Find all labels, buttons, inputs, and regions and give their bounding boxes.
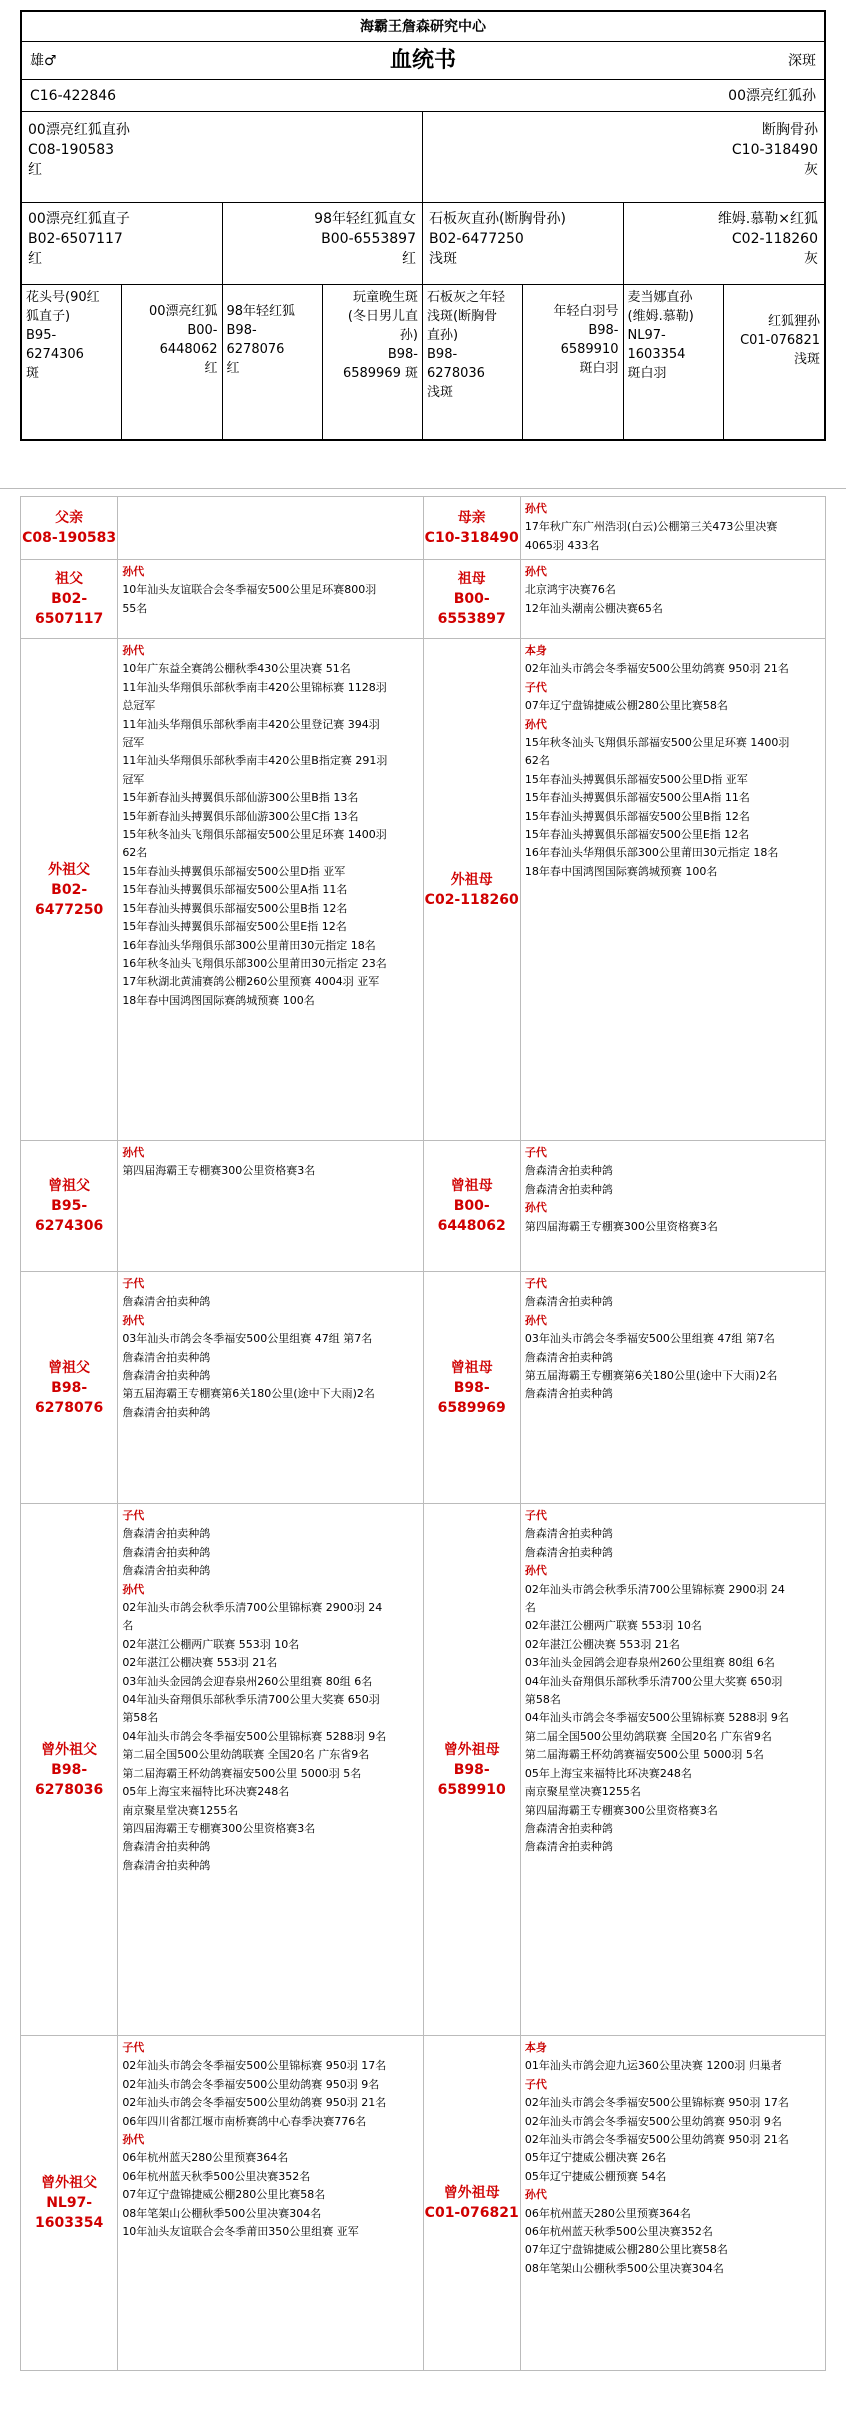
ancestor-line: B98-	[226, 323, 257, 338]
generation-heading: 子代	[122, 1509, 145, 1522]
achievement-line: 17年秋广东广州浩羽(白云)公棚第三关473公里决赛	[524, 520, 778, 534]
generation-heading: 子代	[524, 1509, 547, 1522]
achievements-cell	[520, 1504, 825, 2036]
achievement-line: 05年辽宁捷威公棚决赛 26名	[524, 2151, 667, 2165]
subject-row	[22, 80, 824, 112]
ancestor-ring: C08-190583	[22, 530, 117, 546]
ancestor-line: 6589910	[560, 342, 619, 357]
record-row	[21, 639, 826, 1141]
generation-heading: 子代	[524, 680, 547, 694]
org-row	[22, 12, 824, 42]
achievement-line: 12年汕头潮南公棚决赛65名	[524, 601, 663, 615]
color-label: 深斑	[787, 52, 816, 69]
generation-heading: 子代	[122, 1277, 145, 1290]
gen3-ancestor-4	[323, 285, 423, 439]
achievement-line: 02年汕头市鸽会冬季福安500公里幼鸽赛 950羽 21名	[122, 2096, 387, 2110]
ancestor-line: 浅斑(断胸骨	[427, 309, 498, 324]
ancestor-ring: B98-6278076	[35, 1379, 104, 1416]
gen2-row	[22, 203, 824, 285]
achievement-line: 55名	[122, 601, 148, 615]
ancestor-line: 玩童晚生斑	[352, 290, 418, 305]
ancestor-line: 斑白羽	[627, 366, 667, 381]
gen1-row	[22, 112, 824, 203]
generation-heading: 子代	[524, 2077, 547, 2091]
ancestor-role: 祖父	[55, 571, 84, 587]
ancestor-role: 曾外祖父	[41, 2175, 98, 2191]
achievement-line: 15年春汕头搏翼俱乐部福安500公里A指 11名	[122, 883, 348, 897]
achievement-line: 02年汕头市鸽会冬季福安500公里锦标赛 950羽 17名	[524, 2096, 789, 2110]
ancestor-role: 母亲	[457, 510, 486, 526]
achievement-line: 05年辽宁捷威公棚预赛 54名	[524, 2169, 667, 2183]
ancestor-color: 红	[28, 251, 42, 267]
ancestor-line: 狐直子)	[26, 309, 71, 324]
achievement-line: 詹森清舍拍卖种鸽	[122, 1858, 211, 1872]
achievement-line: 04年汕头市鸽会冬季福安500公里锦标赛 5288羽 9名	[122, 1729, 387, 1743]
achievement-line: 16年秋冬汕头飞翔俱乐部300公里莆田30元指定 23名	[122, 956, 387, 970]
gen3-row	[22, 285, 824, 439]
achievement-line: 05年上海宝来福特比环决赛248名	[122, 1785, 290, 1799]
achievements-cell	[118, 560, 423, 639]
ancestor-ring: C10-318490	[424, 530, 519, 546]
achievement-line: 第五届海霸王专棚赛第6关180公里(途中下大雨)2名	[122, 1387, 375, 1401]
achievement-line: 15年春汕头搏翼俱乐部福安500公里D指 亚军	[122, 864, 346, 878]
ancestor-line: B00-	[187, 323, 218, 338]
records-table	[20, 496, 826, 2371]
achievement-line: 18年春中国鸿图国际赛鸽城预赛 100名	[524, 864, 718, 878]
achievement-line: 01年汕头市鸽会迎九运360公里决赛 1200羽 归巢者	[524, 2059, 782, 2073]
achievement-line: 第二届海霸王杯幼鸽赛福安500公里 5000羽 5名	[524, 1748, 764, 1762]
ancestor-line: 孙)	[399, 328, 418, 343]
achievement-line: 4065羽 433名	[524, 538, 600, 552]
achievement-line: 06年杭州蓝天280公里预赛364名	[524, 2206, 691, 2220]
achievement-line: 詹森清舍拍卖种鸽	[122, 1295, 211, 1309]
achievement-line: 03年汕头市鸽会冬季福安500公里组赛 47组 第7名	[122, 1332, 373, 1346]
achievements-cell	[520, 497, 825, 560]
ancestor-line: NL97-	[627, 328, 666, 343]
ancestor-label	[21, 560, 118, 639]
ancestor-role: 曾祖母	[450, 1178, 493, 1194]
achievement-line: 15年新春汕头搏翼俱乐部仙游300公里C指 13名	[122, 809, 359, 823]
achievement-line: 詹森清舍拍卖种鸽	[122, 1405, 211, 1419]
record-row	[21, 1141, 826, 1272]
achievement-line: 03年汕头市鸽会冬季福安500公里组赛 47组 第7名	[524, 1332, 775, 1346]
ancestor-ring: B00-6553897	[321, 231, 416, 247]
ancestor-role: 曾外祖父	[41, 1741, 98, 1758]
ancestor-label	[21, 1272, 118, 1504]
dam-ring: C10-318490	[731, 142, 818, 158]
sire-ring: C08-190583	[28, 142, 115, 158]
generation-heading: 孙代	[122, 2133, 145, 2147]
achievement-line: 15年春汕头搏翼俱乐部福安500公里E指 12名	[524, 828, 750, 842]
achievement-line: 第五届海霸王专棚赛第6关180公里(途中下大雨)2名	[524, 1369, 778, 1383]
record-row	[21, 2036, 826, 2371]
achievement-line: 15年春汕头搏翼俱乐部福安500公里A指 11名	[524, 791, 750, 805]
achievement-line: 03年汕头金园鸽会迎春泉州260公里组赛 80组 6名	[122, 1674, 373, 1688]
ancestor-line: 斑白羽	[579, 361, 619, 376]
achievement-line: 15年春汕头搏翼俱乐部福安500公里B指 12名	[122, 901, 348, 915]
achievement-line: 詹森清舍拍卖种鸽	[122, 1840, 211, 1854]
ancestor-ring: B98-6589910	[437, 1761, 506, 1798]
achievement-line: 07年辽宁盘锦捷威公棚280公里比赛58名	[524, 2243, 728, 2257]
ancestor-role: 曾外祖母	[443, 2185, 500, 2201]
ancestor-label	[423, 639, 520, 1141]
achievement-line: 08年笔架山公棚秋季500公里决赛304名	[524, 2261, 724, 2275]
ancestor-ring: B98-6278036	[35, 1761, 104, 1798]
achievement-line: 10年广东益全赛鸽公棚秋季430公里决赛 51名	[122, 662, 351, 676]
achievement-line: 15年秋冬汕头飞翔俱乐部福安500公里足环赛 1400羽	[524, 736, 790, 750]
achievement-line: 冠军	[122, 736, 145, 750]
ancestor-color: 红	[402, 251, 416, 267]
achievement-line: 詹森清舍拍卖种鸽	[524, 1527, 613, 1541]
record-row	[21, 1504, 826, 2036]
dam-color: 灰	[804, 162, 818, 178]
achievement-line: 南京聚星堂决赛1255名	[524, 1785, 641, 1799]
achievement-line: 詹森清舍拍卖种鸽	[122, 1527, 211, 1541]
achievement-line: 02年汕头市鸽会冬季福安500公里幼鸽赛 950羽 21名	[524, 662, 789, 676]
ancestor-ring: B95-6274306	[35, 1198, 104, 1234]
generation-heading: 子代	[122, 2041, 145, 2054]
achievement-line: 詹森清舍拍卖种鸽	[524, 1821, 613, 1835]
achievement-line: 詹森清舍拍卖种鸽	[122, 1545, 211, 1559]
ancestor-line: 直孙)	[427, 328, 459, 343]
generation-heading: 孙代	[524, 502, 547, 515]
ancestor-line: 红狐狸孙	[767, 314, 820, 329]
achievements-cell	[118, 1504, 423, 2036]
ancestor-role: 曾祖母	[450, 1359, 493, 1376]
achievement-line: 第二届海霸王杯幼鸽赛福安500公里 5000羽 5名	[122, 1766, 362, 1780]
ancestor-line: 00漂亮红狐	[148, 304, 218, 319]
achievement-line: 11年汕头华翔俱乐部秋季南丰420公里锦标赛 1128羽	[122, 680, 387, 694]
ancestor-line: 年轻白羽号	[553, 304, 619, 319]
achievement-line: 詹森清舍拍卖种鸽	[524, 1164, 613, 1178]
sire-color: 红	[28, 162, 42, 178]
ancestor-line: C01-076821	[740, 333, 820, 348]
achievement-line: 詹森清舍拍卖种鸽	[524, 1840, 613, 1854]
achievement-line: 15年春汕头搏翼俱乐部福安500公里B指 12名	[524, 809, 750, 823]
achievements-cell	[118, 497, 423, 560]
dam-name: 断胸骨孙	[762, 122, 818, 138]
gen2-maternal-grandsire	[423, 203, 624, 284]
achievement-line: 07年辽宁盘锦捷威公棚280公里比赛58名	[524, 699, 728, 713]
generation-heading: 孙代	[122, 1146, 145, 1159]
ancestor-line: B98-	[588, 323, 619, 338]
achievement-line: 15年新春汕头搏翼俱乐部仙游300公里B指 13名	[122, 791, 359, 805]
gen3-ancestor-2	[122, 285, 222, 439]
ancestor-role: 外祖母	[450, 871, 493, 888]
achievement-line: 第四届海霸王专棚赛300公里资格赛3名	[122, 1821, 316, 1835]
gen3-ancestor-6	[523, 285, 623, 439]
ancestor-color: 灰	[804, 251, 818, 267]
ancestor-line: 1603354	[627, 347, 686, 362]
gen1-dam	[423, 112, 824, 202]
ancestor-name: 维姆.慕勒×红狐	[717, 211, 818, 227]
ancestor-color: 浅斑	[429, 251, 457, 267]
achievement-line: 詹森清舍拍卖种鸽	[524, 1350, 613, 1364]
achievement-line: 詹森清舍拍卖种鸽	[122, 1350, 211, 1364]
generation-heading: 孙代	[122, 565, 145, 578]
achievement-line: 02年湛江公棚两广联赛 553羽 10名	[524, 1619, 702, 1633]
achievement-line: 15年春汕头搏翼俱乐部福安500公里E指 12名	[122, 920, 347, 934]
achievement-line: 18年春中国鸿图国际赛鸽城预赛 100名	[122, 993, 315, 1007]
achievement-line: 02年汕头市鸽会冬季福安500公里幼鸽赛 950羽 9名	[122, 2077, 380, 2091]
ancestor-line: 红	[204, 361, 218, 376]
achievement-line: 第四届海霸王专棚赛300公里资格赛3名	[122, 1164, 316, 1178]
subject-name: 00漂亮红狐孙	[728, 87, 816, 104]
achievement-line: 冠军	[122, 772, 145, 786]
achievement-line: 04年汕头奋翔俱乐部秋季乐清700公里大奖赛 650羽	[524, 1674, 783, 1688]
achievement-line: 02年湛江公棚两广联赛 553羽 10名	[122, 1637, 300, 1651]
ancestor-name: 石板灰直孙(断胸骨孙)	[429, 211, 566, 227]
achievement-line: 总冠军	[122, 699, 156, 713]
ancestor-ring: B02-6507117	[28, 231, 123, 247]
ancestor-ring: C02-118260	[424, 891, 519, 908]
generation-heading: 孙代	[122, 644, 145, 657]
generation-heading: 孙代	[122, 1313, 145, 1327]
ancestor-line: 浅斑	[793, 352, 820, 367]
achievement-line: 06年四川省都江堰市南桥赛鸽中心春季决赛776名	[122, 2114, 367, 2128]
generation-heading: 子代	[524, 1146, 547, 1159]
generation-heading: 本身	[524, 2041, 547, 2054]
generation-heading: 子代	[524, 1277, 547, 1290]
generation-heading: 孙代	[524, 2188, 547, 2202]
ancestor-label	[423, 2036, 520, 2371]
achievements-cell	[118, 1141, 423, 1272]
achievement-line: 詹森清舍拍卖种鸽	[524, 1182, 613, 1196]
ancestor-line: 6278076	[226, 342, 285, 357]
pedigree-chart	[20, 10, 826, 441]
ancestor-ring: B02-6507117	[35, 591, 104, 627]
ancestor-label	[423, 1272, 520, 1504]
ancestor-line: 石板灰之年轻	[427, 290, 506, 305]
ancestor-line: 6589969 斑	[342, 366, 418, 381]
generation-heading: 孙代	[524, 565, 547, 578]
achievements-cell	[118, 1272, 423, 1504]
ancestor-role: 曾祖父	[48, 1359, 91, 1376]
title-row	[22, 42, 824, 80]
gen3-ancestor-3	[223, 285, 323, 439]
ancestor-role: 曾祖父	[48, 1178, 91, 1194]
achievement-line: 04年汕头市鸽会冬季福安500公里锦标赛 5288羽 9名	[524, 1711, 789, 1725]
ancestor-label	[21, 639, 118, 1141]
generation-heading: 本身	[524, 644, 547, 657]
achievement-line: 11年汕头华翔俱乐部秋季南丰420公里B指定赛 291羽	[122, 754, 388, 768]
gen3-ancestor-1	[22, 285, 122, 439]
achievement-line: 62名	[524, 754, 550, 768]
ancestor-line: B95-	[26, 328, 57, 343]
achievement-line: 名	[524, 1601, 536, 1615]
generation-heading: 孙代	[524, 1313, 547, 1327]
ancestor-role: 祖母	[457, 571, 486, 587]
achievements-cell	[520, 1141, 825, 1272]
achievement-line: 02年湛江公棚决赛 553羽 21名	[524, 1637, 680, 1651]
ancestor-label	[21, 497, 118, 560]
achievement-line: 08年笔架山公棚秋季500公里决赛304名	[122, 2206, 322, 2220]
record-row	[21, 1272, 826, 1504]
achievement-line: 詹森清舍拍卖种鸽	[122, 1564, 211, 1578]
achievements-cell	[118, 639, 423, 1141]
achievements-cell	[520, 1272, 825, 1504]
ancestor-role: 父亲	[55, 510, 84, 526]
ancestor-ring: B00-6448062	[437, 1198, 506, 1234]
ancestor-line: 6274306	[26, 347, 84, 362]
achievement-line: 第58名	[122, 1711, 159, 1725]
achievement-line: 詹森清舍拍卖种鸽	[122, 1369, 211, 1383]
ancestor-label	[423, 1141, 520, 1272]
gen2-paternal-grandsire	[22, 203, 223, 284]
achievement-line: 04年汕头奋翔俱乐部秋季乐清700公里大奖赛 650羽	[122, 1693, 380, 1707]
ancestor-ring: C02-118260	[731, 231, 818, 247]
generation-heading: 孙代	[122, 1582, 145, 1596]
generation-heading: 孙代	[524, 1201, 547, 1215]
ancestor-line: 浅斑	[427, 385, 454, 400]
achievement-line: 17年秋湖北黄浦赛鸽公棚260公里预赛 4004羽 亚军	[122, 975, 380, 989]
generation-heading: 孙代	[524, 1564, 547, 1578]
ancestor-line: 红	[226, 361, 240, 376]
ancestor-role: 曾外祖母	[443, 1741, 500, 1758]
achievements-cell	[520, 560, 825, 639]
gen1-sire	[22, 112, 423, 202]
ancestor-line: (冬日男儿直	[347, 309, 418, 324]
achievements-cell	[520, 639, 825, 1141]
achievement-line: 第四届海霸王专棚赛300公里资格赛3名	[524, 1219, 718, 1233]
ancestor-line: B98-	[387, 347, 418, 362]
achievement-line: 02年汕头市鸽会冬季福安500公里锦标赛 950羽 17名	[122, 2059, 387, 2073]
ancestor-line: (维姆.慕勒)	[627, 309, 694, 324]
achievement-line: 詹森清舍拍卖种鸽	[524, 1545, 613, 1559]
ancestor-role: 外祖父	[48, 861, 91, 878]
achievement-line: 名	[122, 1619, 134, 1633]
ancestor-label	[21, 2036, 118, 2371]
achievement-line: 詹森清舍拍卖种鸽	[524, 1387, 613, 1401]
achievement-line: 02年汕头市鸽会冬季福安500公里幼鸽赛 950羽 9名	[524, 2114, 782, 2128]
document-title: 血统书	[389, 47, 456, 73]
achievement-line: 第二届全国500公里幼鸽联赛 全国20名 广东省9名	[122, 1748, 370, 1762]
subject-ring: C16-422846	[30, 87, 117, 104]
gen3-ancestor-8	[724, 285, 824, 439]
achievement-line: 15年秋冬汕头飞翔俱乐部福安500公里足环赛 1400羽	[122, 828, 387, 842]
ancestor-ring: C01-076821	[424, 2205, 519, 2221]
achievement-line: 16年春汕头华翔俱乐部300公里莆田30元指定 18名	[524, 846, 779, 860]
subject-cell	[22, 80, 824, 111]
gen2-maternal-granddam	[624, 203, 825, 284]
ancestor-ring: B02-6477250	[429, 231, 524, 247]
generation-heading: 孙代	[524, 717, 547, 731]
achievements-cell	[118, 2036, 423, 2371]
ancestor-line: B98-	[427, 347, 458, 362]
record-row	[21, 560, 826, 639]
achievement-line: 02年汕头市鸽会秋季乐清700公里锦标赛 2900羽 24	[524, 1582, 785, 1596]
sex-label: 雄♂	[30, 52, 57, 69]
achievement-line: 11年汕头华翔俱乐部秋季南丰420公里登记赛 394羽	[122, 717, 380, 731]
ancestor-name: 98年轻红狐直女	[314, 211, 416, 227]
title-cell	[22, 42, 824, 79]
ancestor-ring: B00-6553897	[437, 591, 506, 627]
sire-name: 00漂亮红狐直孙	[28, 122, 130, 138]
achievement-line: 03年汕头金园鸽会迎春泉州260公里组赛 80组 6名	[524, 1656, 775, 1670]
achievement-line: 16年春汕头华翔俱乐部300公里莆田30元指定 18名	[122, 938, 376, 952]
ancestor-line: 麦当娜直孙	[627, 290, 693, 305]
org-name: 海霸王詹森研究中心	[360, 19, 486, 35]
ancestor-name: 00漂亮红狐直子	[28, 211, 130, 227]
ancestor-label	[423, 1504, 520, 2036]
achievement-line: 詹森清舍拍卖种鸽	[524, 1295, 613, 1309]
achievement-line: 06年杭州蓝天秋季500公里决赛352名	[524, 2225, 713, 2239]
achievement-line: 02年汕头市鸽会冬季福安500公里幼鸽赛 950羽 21名	[524, 2133, 789, 2147]
ancestor-label	[423, 497, 520, 560]
achievement-line: 02年汕头市鸽会秋季乐清700公里锦标赛 2900羽 24	[122, 1601, 383, 1615]
ancestor-label	[423, 560, 520, 639]
achievement-line: 15年春汕头搏翼俱乐部福安500公里D指 亚军	[524, 772, 748, 786]
achievement-line: 10年汕头友谊联合会冬季莆田350公里组赛 亚军	[122, 2225, 359, 2239]
ancestor-line: 花头号(90红	[26, 290, 100, 305]
achievement-line: 10年汕头友谊联合会冬季福安500公里足环赛800羽	[122, 583, 377, 597]
achievement-line: 02年湛江公棚决赛 553羽 21名	[122, 1656, 278, 1670]
ancestor-ring: B98-6589969	[437, 1379, 506, 1416]
achievements-cell	[520, 2036, 825, 2371]
section-divider	[0, 488, 846, 489]
achievement-line: 62名	[122, 846, 148, 860]
achievement-line: 06年杭州蓝天280公里预赛364名	[122, 2151, 289, 2165]
ancestor-ring: NL97-1603354	[35, 2195, 104, 2231]
ancestor-label	[21, 1141, 118, 1272]
ancestor-ring: B02-6477250	[35, 881, 104, 918]
achievement-line: 南京聚星堂决赛1255名	[122, 1803, 239, 1817]
ancestor-label	[21, 1504, 118, 2036]
gen3-ancestor-5	[423, 285, 523, 439]
achievement-line: 第四届海霸王专棚赛300公里资格赛3名	[524, 1803, 718, 1817]
achievement-line: 07年辽宁盘锦捷威公棚280公里比赛58名	[122, 2188, 326, 2202]
achievement-line: 第58名	[524, 1693, 561, 1707]
ancestor-line: 6278036	[427, 366, 485, 381]
achievement-line: 第二届全国500公里幼鸽联赛 全国20名 广东省9名	[524, 1729, 772, 1743]
achievement-line: 北京鸿宇决赛76名	[524, 583, 616, 597]
record-row	[21, 497, 826, 560]
gen3-ancestor-7	[624, 285, 724, 439]
ancestor-line: 斑	[26, 366, 40, 381]
achievement-line: 06年杭州蓝天秋季500公里决赛352名	[122, 2169, 311, 2183]
achievement-line: 05年上海宝来福特比环决赛248名	[524, 1766, 692, 1780]
gen2-paternal-granddam	[223, 203, 424, 284]
ancestor-line: 98年轻红狐	[226, 304, 296, 319]
ancestor-line: 6448062	[159, 342, 218, 357]
